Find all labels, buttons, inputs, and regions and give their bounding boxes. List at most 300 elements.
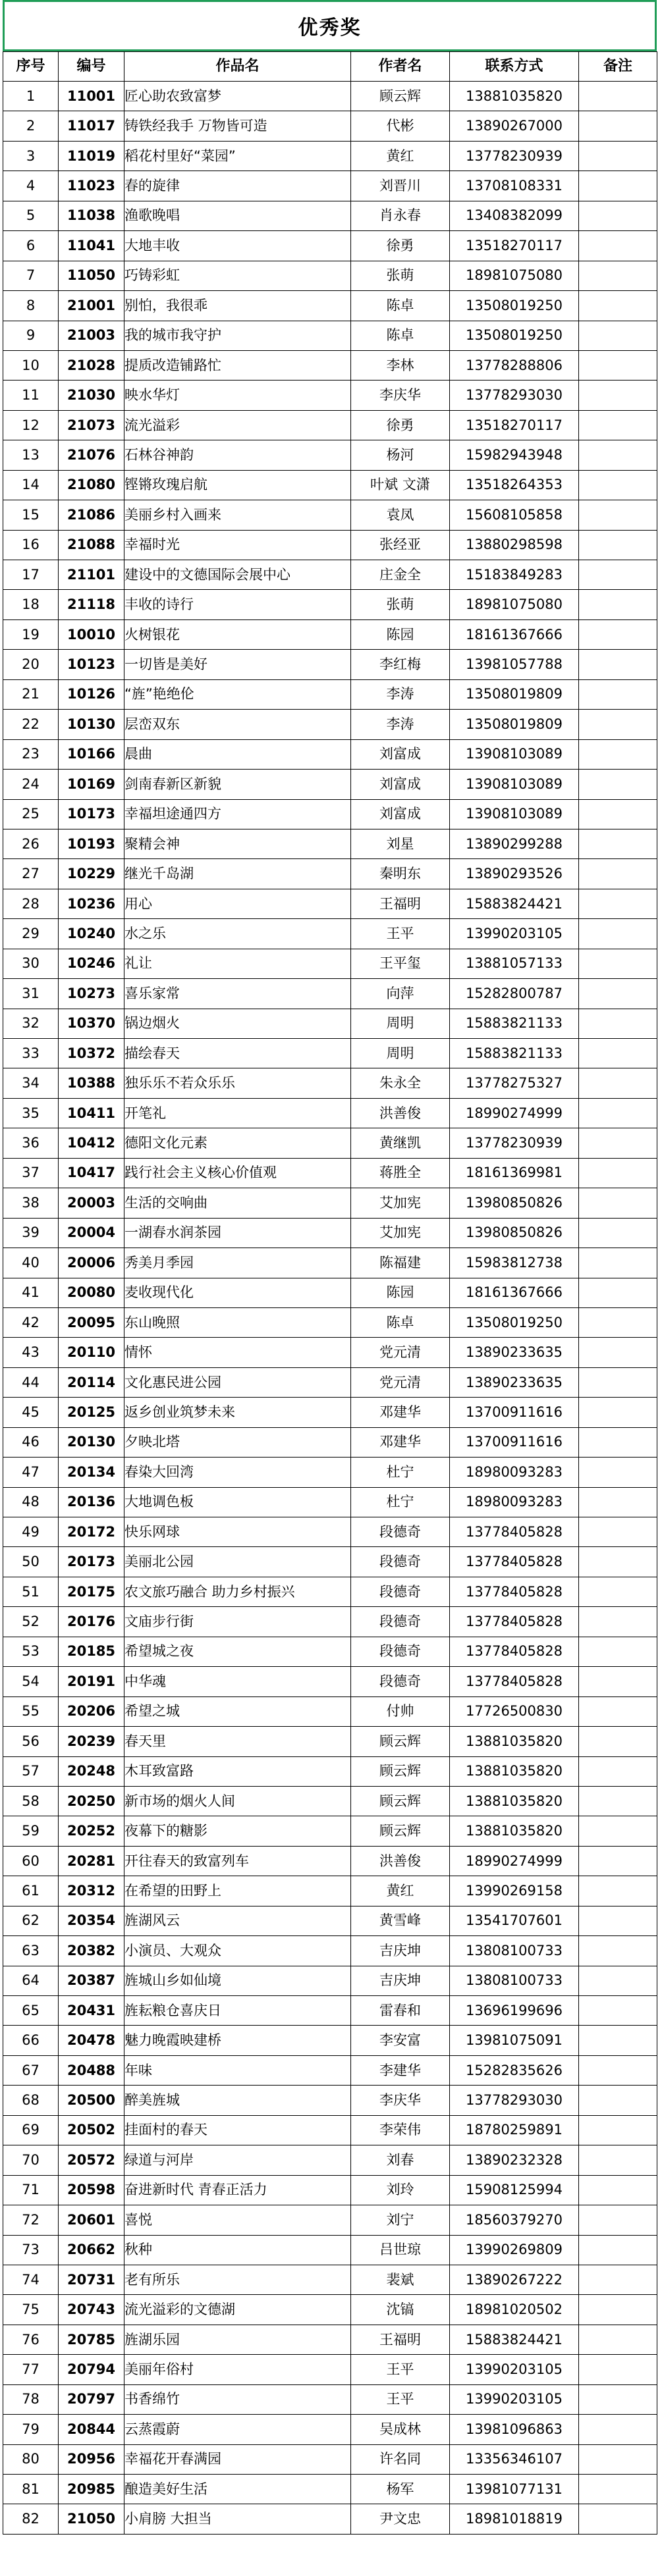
cell-author: 蒋胜全 bbox=[351, 1158, 450, 1188]
cell-author: 沈镐 bbox=[351, 2295, 450, 2325]
cell-author: 段德奇 bbox=[351, 1577, 450, 1606]
cell-seq: 21 bbox=[3, 679, 59, 709]
cell-author: 刘星 bbox=[351, 829, 450, 858]
cell-work: 老有所乐 bbox=[124, 2265, 351, 2294]
table-row bbox=[3, 1458, 657, 1487]
cell-work: 农文旅巧融合 助力乡村振兴 bbox=[124, 1577, 351, 1606]
cell-note bbox=[579, 171, 657, 201]
cell-note bbox=[579, 1458, 657, 1487]
cell-note bbox=[579, 1338, 657, 1367]
header-work: 作品名 bbox=[124, 52, 351, 82]
cell-seq: 72 bbox=[3, 2205, 59, 2235]
cell-seq: 3 bbox=[3, 141, 59, 171]
cell-contact: 13981057788 bbox=[450, 650, 579, 679]
cell-note bbox=[579, 1039, 657, 1068]
cell-number: 20110 bbox=[59, 1338, 124, 1367]
cell-note bbox=[579, 231, 657, 261]
cell-seq: 37 bbox=[3, 1158, 59, 1188]
table-row bbox=[3, 2265, 657, 2294]
cell-work: 在希望的田野上 bbox=[124, 1876, 351, 1906]
cell-contact: 13778405828 bbox=[450, 1547, 579, 1577]
table-row bbox=[3, 1039, 657, 1068]
table-row bbox=[3, 1547, 657, 1577]
cell-work: 映水华灯 bbox=[124, 381, 351, 410]
cell-seq: 12 bbox=[3, 410, 59, 440]
cell-number: 10240 bbox=[59, 919, 124, 949]
title-band bbox=[3, 0, 657, 51]
cell-contact: 13508019250 bbox=[450, 291, 579, 321]
cell-seq: 78 bbox=[3, 2384, 59, 2414]
cell-seq: 76 bbox=[3, 2325, 59, 2354]
cell-work: 新市场的烟火人间 bbox=[124, 1786, 351, 1816]
table-row bbox=[3, 470, 657, 500]
cell-seq: 20 bbox=[3, 650, 59, 679]
cell-contact: 13980850826 bbox=[450, 1218, 579, 1248]
cell-work: 夜幕下的糖影 bbox=[124, 1816, 351, 1846]
cell-author: 雷春和 bbox=[351, 1996, 450, 2026]
cell-author: 徐勇 bbox=[351, 410, 450, 440]
cell-contact: 18981075080 bbox=[450, 590, 579, 619]
cell-author: 周明 bbox=[351, 1039, 450, 1068]
cell-author: 顾云辉 bbox=[351, 1786, 450, 1816]
cell-work: 年味 bbox=[124, 2055, 351, 2085]
table-header bbox=[3, 52, 657, 82]
cell-note bbox=[579, 949, 657, 978]
cell-number: 20572 bbox=[59, 2145, 124, 2175]
table-row bbox=[3, 1248, 657, 1278]
cell-contact: 15983812738 bbox=[450, 1248, 579, 1278]
table-row bbox=[3, 2115, 657, 2145]
cell-author: 邓建华 bbox=[351, 1398, 450, 1427]
cell-note bbox=[579, 1846, 657, 1876]
cell-work: 大地丰收 bbox=[124, 231, 351, 261]
cell-seq: 14 bbox=[3, 470, 59, 500]
cell-work: 旌城山乡如仙境 bbox=[124, 1966, 351, 1995]
cell-note bbox=[579, 2115, 657, 2145]
cell-number: 20176 bbox=[59, 1607, 124, 1637]
cell-seq: 19 bbox=[3, 619, 59, 649]
cell-work: 木耳致富路 bbox=[124, 1756, 351, 1786]
cell-contact: 18161367666 bbox=[450, 1278, 579, 1307]
cell-note bbox=[579, 1068, 657, 1098]
cell-number: 20431 bbox=[59, 1996, 124, 2026]
cell-seq: 67 bbox=[3, 2055, 59, 2085]
cell-note bbox=[579, 530, 657, 560]
header-author: 作者名 bbox=[351, 52, 450, 82]
cell-number: 21030 bbox=[59, 381, 124, 410]
cell-contact: 13778405828 bbox=[450, 1667, 579, 1696]
cell-contact: 13890299288 bbox=[450, 829, 579, 858]
cell-author: 李庆华 bbox=[351, 2086, 450, 2115]
table-row bbox=[3, 1577, 657, 1606]
cell-seq: 45 bbox=[3, 1398, 59, 1427]
cell-work: 情怀 bbox=[124, 1338, 351, 1367]
cell-note bbox=[579, 1906, 657, 1935]
cell-work: 建设中的文德国际会展中心 bbox=[124, 560, 351, 590]
cell-work: 德阳文化元素 bbox=[124, 1128, 351, 1158]
cell-contact: 13778288806 bbox=[450, 350, 579, 380]
table-row bbox=[3, 1338, 657, 1367]
cell-seq: 80 bbox=[3, 2444, 59, 2474]
cell-work: 夕映北塔 bbox=[124, 1427, 351, 1457]
cell-author: 张萌 bbox=[351, 590, 450, 619]
table-row bbox=[3, 1009, 657, 1038]
cell-note bbox=[579, 2145, 657, 2175]
cell-author: 艾加宪 bbox=[351, 1218, 450, 1248]
cell-note bbox=[579, 2415, 657, 2444]
cell-seq: 55 bbox=[3, 1696, 59, 1726]
cell-contact: 13708108331 bbox=[450, 171, 579, 201]
table-row bbox=[3, 2355, 657, 2384]
cell-author: 秦明东 bbox=[351, 859, 450, 889]
cell-note bbox=[579, 1727, 657, 1756]
table-row bbox=[3, 1786, 657, 1816]
cell-contact: 13518270117 bbox=[450, 410, 579, 440]
cell-note bbox=[579, 1218, 657, 1248]
cell-author: 党元清 bbox=[351, 1367, 450, 1397]
cell-seq: 30 bbox=[3, 949, 59, 978]
table-row bbox=[3, 111, 657, 141]
table-row bbox=[3, 1696, 657, 1726]
cell-work: 希望之城 bbox=[124, 1696, 351, 1726]
cell-seq: 63 bbox=[3, 1936, 59, 1966]
cell-work: 文化惠民进公园 bbox=[124, 1367, 351, 1397]
table-row bbox=[3, 1517, 657, 1547]
cell-note bbox=[579, 2355, 657, 2384]
table-row bbox=[3, 650, 657, 679]
cell-note bbox=[579, 82, 657, 111]
cell-note bbox=[579, 560, 657, 590]
cell-author: 王福明 bbox=[351, 889, 450, 918]
cell-seq: 47 bbox=[3, 1458, 59, 1487]
cell-work: 匠心助农致富梦 bbox=[124, 82, 351, 111]
table-row bbox=[3, 590, 657, 619]
cell-note bbox=[579, 291, 657, 321]
cell-number: 20006 bbox=[59, 1248, 124, 1278]
cell-seq: 74 bbox=[3, 2265, 59, 2294]
table-row bbox=[3, 350, 657, 380]
cell-contact: 13881035820 bbox=[450, 82, 579, 111]
table-row bbox=[3, 1487, 657, 1517]
cell-author: 段德奇 bbox=[351, 1547, 450, 1577]
table-row bbox=[3, 859, 657, 889]
cell-seq: 29 bbox=[3, 919, 59, 949]
cell-work: 一切皆是美好 bbox=[124, 650, 351, 679]
cell-note bbox=[579, 2444, 657, 2474]
cell-work: 秋种 bbox=[124, 2235, 351, 2265]
table-row bbox=[3, 321, 657, 350]
table-row bbox=[3, 201, 657, 230]
cell-contact: 18980093283 bbox=[450, 1487, 579, 1517]
cell-contact: 13778230939 bbox=[450, 141, 579, 171]
cell-work: 醉美旌城 bbox=[124, 2086, 351, 2115]
cell-note bbox=[579, 1517, 657, 1547]
cell-author: 段德奇 bbox=[351, 1607, 450, 1637]
cell-contact: 13890233635 bbox=[450, 1367, 579, 1397]
cell-author: 李庆华 bbox=[351, 381, 450, 410]
cell-contact: 13881035820 bbox=[450, 1727, 579, 1756]
cell-work: 铸铁经我手 万物皆可造 bbox=[124, 111, 351, 141]
cell-seq: 8 bbox=[3, 291, 59, 321]
table-row bbox=[3, 1398, 657, 1427]
cell-number: 20743 bbox=[59, 2295, 124, 2325]
cell-work: 聚精会神 bbox=[124, 829, 351, 858]
cell-number: 20662 bbox=[59, 2235, 124, 2265]
cell-seq: 49 bbox=[3, 1517, 59, 1547]
cell-seq: 70 bbox=[3, 2145, 59, 2175]
cell-author: 裴斌 bbox=[351, 2265, 450, 2294]
cell-number: 10372 bbox=[59, 1039, 124, 1068]
cell-author: 刘春 bbox=[351, 2145, 450, 2175]
cell-number: 20114 bbox=[59, 1367, 124, 1397]
cell-work: 春的旋律 bbox=[124, 171, 351, 201]
cell-author: 王平 bbox=[351, 919, 450, 949]
cell-contact: 13778405828 bbox=[450, 1577, 579, 1606]
cell-number: 10370 bbox=[59, 1009, 124, 1038]
cell-work: “旌”艳绝伦 bbox=[124, 679, 351, 709]
cell-contact: 18990274999 bbox=[450, 1098, 579, 1128]
cell-number: 20239 bbox=[59, 1727, 124, 1756]
table-row bbox=[3, 1936, 657, 1966]
cell-contact: 13508019809 bbox=[450, 710, 579, 739]
cell-seq: 59 bbox=[3, 1816, 59, 1846]
cell-note bbox=[579, 1756, 657, 1786]
cell-seq: 1 bbox=[3, 82, 59, 111]
cell-number: 20387 bbox=[59, 1966, 124, 1995]
cell-note bbox=[579, 2086, 657, 2115]
cell-note bbox=[579, 141, 657, 171]
cell-work: 麦收现代化 bbox=[124, 1278, 351, 1307]
cell-seq: 10 bbox=[3, 350, 59, 380]
cell-author: 刘晋川 bbox=[351, 171, 450, 201]
cell-author: 段德奇 bbox=[351, 1667, 450, 1696]
cell-seq: 62 bbox=[3, 1906, 59, 1935]
cell-seq: 69 bbox=[3, 2115, 59, 2145]
cell-work: 继光千岛湖 bbox=[124, 859, 351, 889]
cell-author: 许名同 bbox=[351, 2444, 450, 2474]
cell-author: 黄继凯 bbox=[351, 1128, 450, 1158]
table-row bbox=[3, 2205, 657, 2235]
cell-number: 20252 bbox=[59, 1816, 124, 1846]
cell-number: 21001 bbox=[59, 291, 124, 321]
cell-author: 黄红 bbox=[351, 141, 450, 171]
cell-author: 杨军 bbox=[351, 2475, 450, 2504]
cell-note bbox=[579, 2384, 657, 2414]
cell-note bbox=[579, 2026, 657, 2055]
cell-note bbox=[579, 1816, 657, 1846]
cell-author: 党元清 bbox=[351, 1338, 450, 1367]
awards-table bbox=[3, 51, 657, 2535]
cell-note bbox=[579, 2475, 657, 2504]
cell-number: 20382 bbox=[59, 1936, 124, 1966]
cell-author: 陈福建 bbox=[351, 1248, 450, 1278]
cell-author: 肖永春 bbox=[351, 201, 450, 230]
cell-contact: 13778405828 bbox=[450, 1607, 579, 1637]
cell-author: 顾云辉 bbox=[351, 1727, 450, 1756]
cell-number: 20134 bbox=[59, 1458, 124, 1487]
cell-author: 代彬 bbox=[351, 111, 450, 141]
cell-note bbox=[579, 1696, 657, 1726]
cell-number: 20478 bbox=[59, 2026, 124, 2055]
table-row bbox=[3, 560, 657, 590]
cell-work: 一湖春水润茶园 bbox=[124, 1218, 351, 1248]
cell-contact: 15883824421 bbox=[450, 889, 579, 918]
cell-number: 21101 bbox=[59, 560, 124, 590]
cell-author: 吕世琼 bbox=[351, 2235, 450, 2265]
cell-contact: 18780259891 bbox=[450, 2115, 579, 2145]
table-row bbox=[3, 2235, 657, 2265]
cell-note bbox=[579, 1098, 657, 1128]
cell-work: 流光溢彩的文德湖 bbox=[124, 2295, 351, 2325]
cell-author: 王平玺 bbox=[351, 949, 450, 978]
cell-author: 陈卓 bbox=[351, 291, 450, 321]
table-row bbox=[3, 829, 657, 858]
cell-number: 20354 bbox=[59, 1906, 124, 1935]
cell-work: 开往春天的致富列车 bbox=[124, 1846, 351, 1876]
cell-work: 生活的交响曲 bbox=[124, 1188, 351, 1218]
sheet-title: 优秀奖 bbox=[298, 16, 362, 39]
cell-seq: 66 bbox=[3, 2026, 59, 2055]
cell-contact: 13518264353 bbox=[450, 470, 579, 500]
table-row bbox=[3, 1128, 657, 1158]
cell-number: 11050 bbox=[59, 261, 124, 290]
table-row bbox=[3, 770, 657, 799]
cell-author: 王平 bbox=[351, 2355, 450, 2384]
cell-author: 付帅 bbox=[351, 1696, 450, 1726]
cell-note bbox=[579, 111, 657, 141]
cell-contact: 13696199696 bbox=[450, 1996, 579, 2026]
cell-author: 吉庆坤 bbox=[351, 1936, 450, 1966]
cell-author: 张萌 bbox=[351, 261, 450, 290]
cell-contact: 13890232328 bbox=[450, 2145, 579, 2175]
cell-seq: 48 bbox=[3, 1487, 59, 1517]
cell-contact: 15608105858 bbox=[450, 500, 579, 530]
cell-work: 渔歌晚唱 bbox=[124, 201, 351, 230]
cell-number: 20173 bbox=[59, 1547, 124, 1577]
cell-seq: 46 bbox=[3, 1427, 59, 1457]
cell-author: 王平 bbox=[351, 2384, 450, 2414]
cell-note bbox=[579, 619, 657, 649]
cell-contact: 18990274999 bbox=[450, 1846, 579, 1876]
cell-author: 黄红 bbox=[351, 1876, 450, 1906]
cell-number: 21118 bbox=[59, 590, 124, 619]
table-row bbox=[3, 2175, 657, 2205]
cell-work: 挂面村的春天 bbox=[124, 2115, 351, 2145]
cell-contact: 13990203105 bbox=[450, 2355, 579, 2384]
cell-note bbox=[579, 1637, 657, 1666]
table-row bbox=[3, 171, 657, 201]
cell-seq: 82 bbox=[3, 2504, 59, 2534]
table-row bbox=[3, 1607, 657, 1637]
table-row bbox=[3, 2325, 657, 2354]
cell-contact: 15883821133 bbox=[450, 1009, 579, 1038]
cell-note bbox=[579, 1667, 657, 1696]
cell-author: 邓建华 bbox=[351, 1427, 450, 1457]
table-row bbox=[3, 1188, 657, 1218]
cell-note bbox=[579, 321, 657, 350]
cell-note bbox=[579, 1158, 657, 1188]
cell-contact: 13778405828 bbox=[450, 1517, 579, 1547]
cell-author: 尹文忠 bbox=[351, 2504, 450, 2534]
cell-note bbox=[579, 500, 657, 530]
cell-contact: 13890233635 bbox=[450, 1338, 579, 1367]
cell-contact: 13778405828 bbox=[450, 1637, 579, 1666]
cell-seq: 71 bbox=[3, 2175, 59, 2205]
cell-author: 黄雪峰 bbox=[351, 1906, 450, 1935]
cell-number: 20500 bbox=[59, 2086, 124, 2115]
cell-number: 20206 bbox=[59, 1696, 124, 1726]
cell-author: 李林 bbox=[351, 350, 450, 380]
table-row bbox=[3, 141, 657, 171]
cell-note bbox=[579, 2175, 657, 2205]
cell-note bbox=[579, 1786, 657, 1816]
cell-work: 巧铸彩虹 bbox=[124, 261, 351, 290]
cell-author: 吉庆坤 bbox=[351, 1966, 450, 1995]
cell-contact: 13778293030 bbox=[450, 2086, 579, 2115]
cell-work: 铿锵玫瑰启航 bbox=[124, 470, 351, 500]
cell-work: 春染大回湾 bbox=[124, 1458, 351, 1487]
cell-number: 10193 bbox=[59, 829, 124, 858]
cell-note bbox=[579, 1248, 657, 1278]
table-row bbox=[3, 2504, 657, 2534]
cell-seq: 79 bbox=[3, 2415, 59, 2444]
cell-contact: 18981020502 bbox=[450, 2295, 579, 2325]
table-row bbox=[3, 710, 657, 739]
cell-contact: 13508019250 bbox=[450, 1307, 579, 1337]
cell-note bbox=[579, 261, 657, 290]
table-row bbox=[3, 1756, 657, 1786]
cell-contact: 18161369981 bbox=[450, 1158, 579, 1188]
cell-note bbox=[579, 2235, 657, 2265]
cell-number: 20136 bbox=[59, 1487, 124, 1517]
cell-work: 流光溢彩 bbox=[124, 410, 351, 440]
cell-work: 层峦双东 bbox=[124, 710, 351, 739]
cell-number: 20598 bbox=[59, 2175, 124, 2205]
cell-seq: 2 bbox=[3, 111, 59, 141]
cell-contact: 13808100733 bbox=[450, 1966, 579, 1995]
cell-seq: 73 bbox=[3, 2235, 59, 2265]
cell-note bbox=[579, 1966, 657, 1995]
header-row bbox=[3, 52, 657, 82]
table-row bbox=[3, 2384, 657, 2414]
cell-note bbox=[579, 2325, 657, 2354]
table-row bbox=[3, 291, 657, 321]
cell-note bbox=[579, 1278, 657, 1307]
cell-work: 独乐乐不若众乐乐 bbox=[124, 1068, 351, 1098]
cell-work: 提质改造铺路忙 bbox=[124, 350, 351, 380]
cell-work: 美丽乡村入画来 bbox=[124, 500, 351, 530]
cell-seq: 44 bbox=[3, 1367, 59, 1397]
cell-note bbox=[579, 1367, 657, 1397]
cell-author: 李红梅 bbox=[351, 650, 450, 679]
table-row bbox=[3, 500, 657, 530]
cell-note bbox=[579, 650, 657, 679]
cell-note bbox=[579, 679, 657, 709]
cell-author: 吴成林 bbox=[351, 2415, 450, 2444]
cell-number: 20844 bbox=[59, 2415, 124, 2444]
cell-author: 陈园 bbox=[351, 1278, 450, 1307]
cell-number: 10412 bbox=[59, 1128, 124, 1158]
cell-seq: 33 bbox=[3, 1039, 59, 1068]
table-row bbox=[3, 739, 657, 769]
cell-contact: 13881035820 bbox=[450, 1756, 579, 1786]
cell-note bbox=[579, 1009, 657, 1038]
cell-number: 21003 bbox=[59, 321, 124, 350]
cell-number: 11001 bbox=[59, 82, 124, 111]
table-row bbox=[3, 949, 657, 978]
cell-note bbox=[579, 770, 657, 799]
cell-seq: 64 bbox=[3, 1966, 59, 1995]
